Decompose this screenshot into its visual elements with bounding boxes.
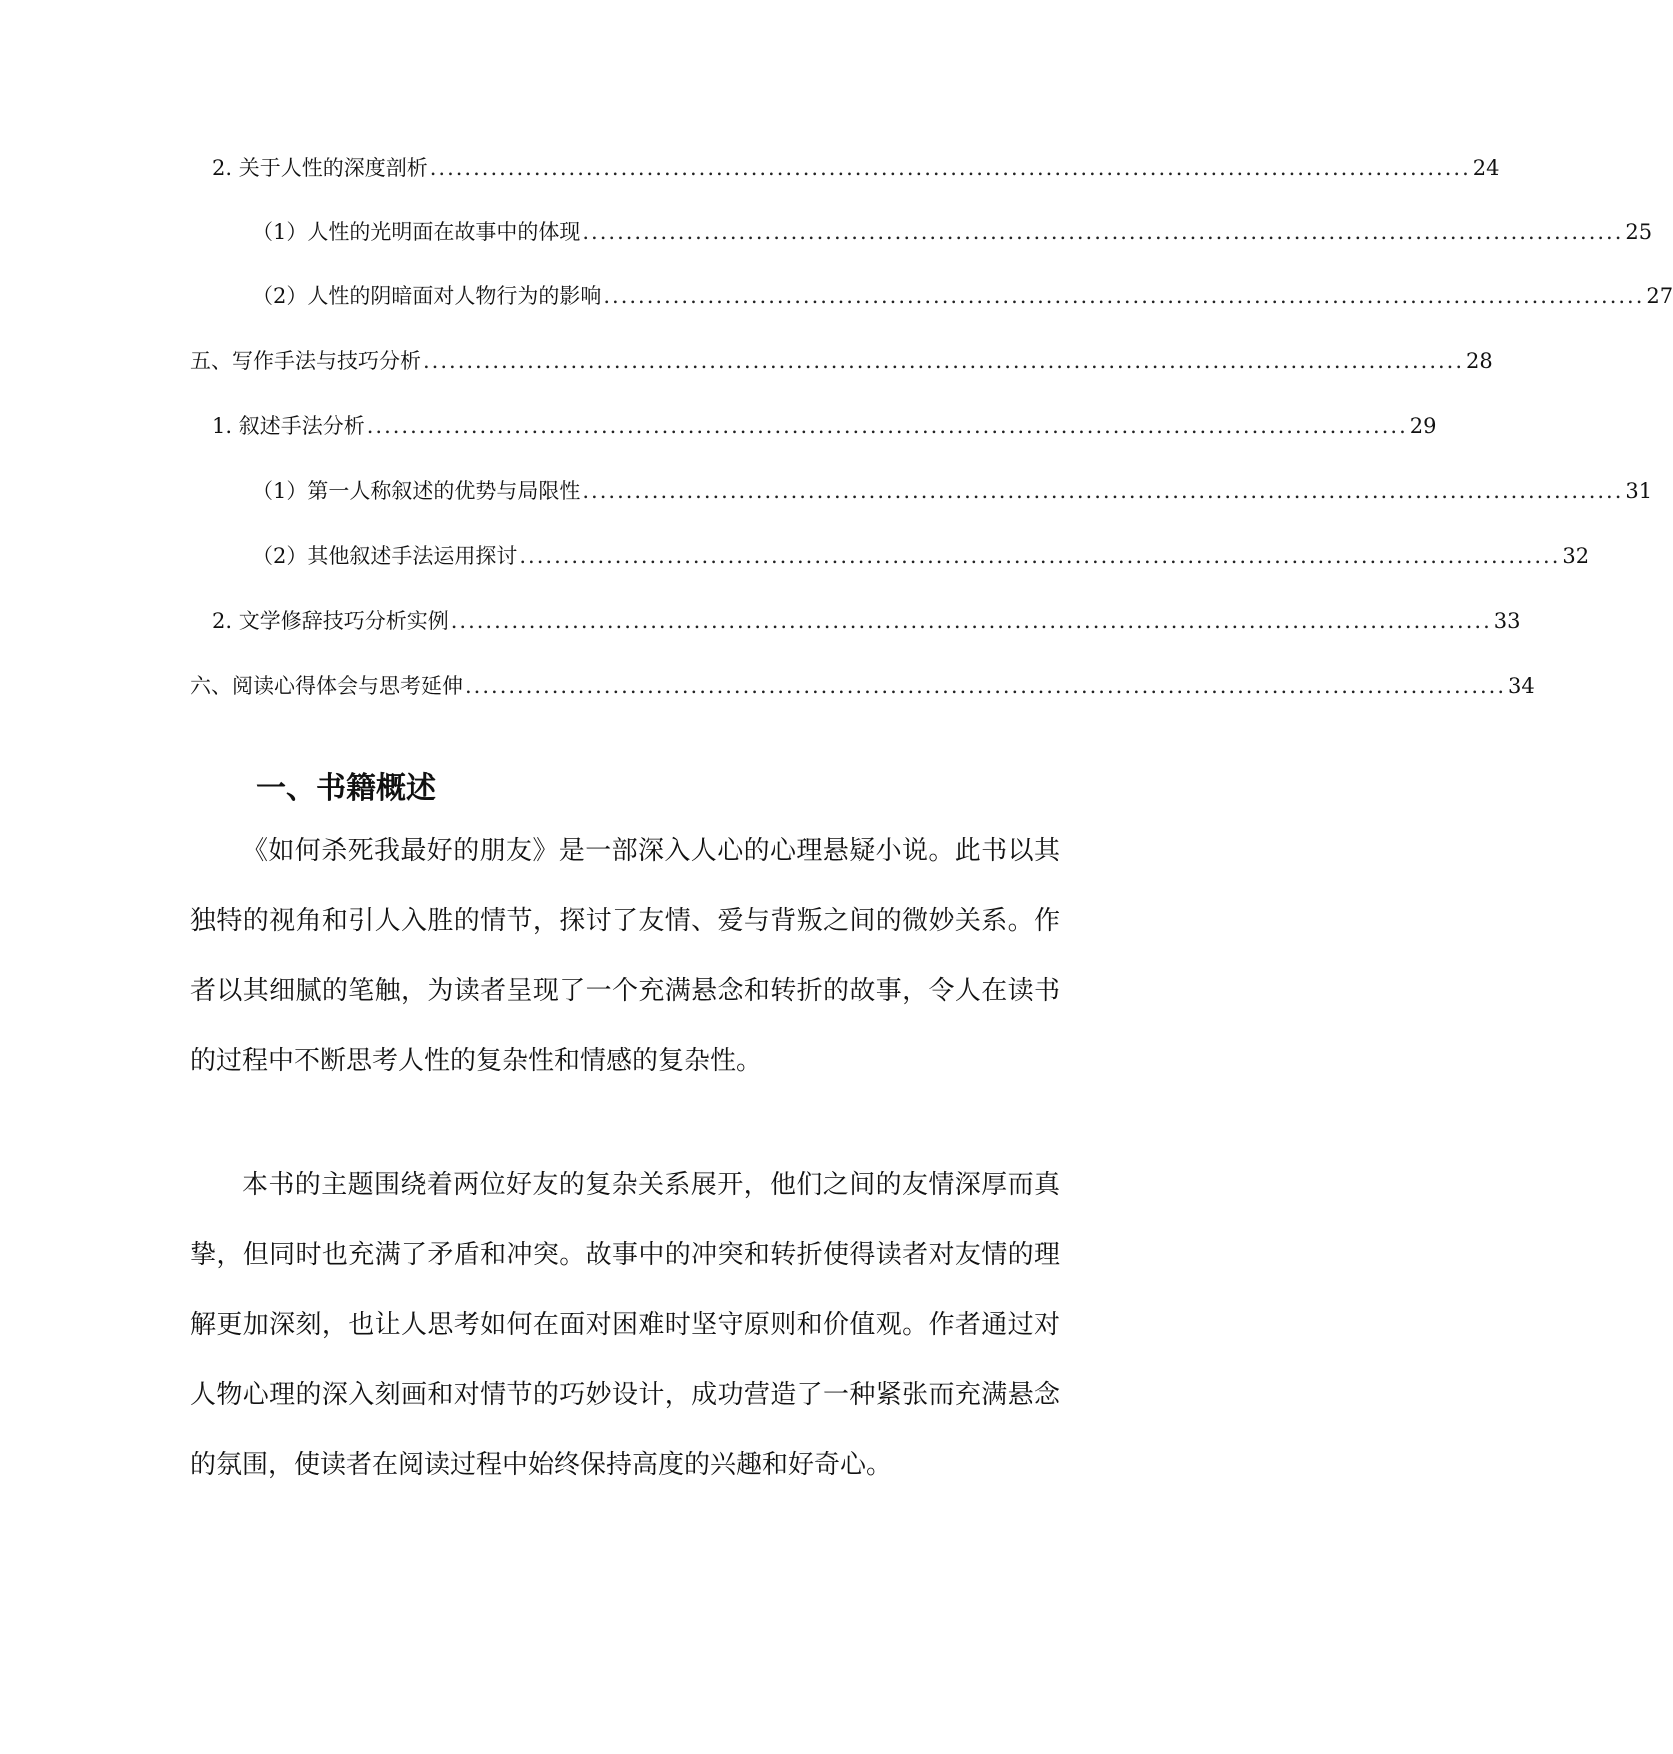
toc-entry[interactable] bbox=[252, 212, 1653, 252]
toc-entry-page: 33 bbox=[1493, 609, 1521, 633]
toc-entry-page: 34 bbox=[1508, 674, 1535, 698]
toc-entry-page: 25 bbox=[1625, 220, 1653, 244]
toc-dot-leader: ........................................................................................................................ bbox=[582, 220, 1624, 244]
toc-entry-label: （1）第一人称叙述的优势与局限性 bbox=[252, 479, 581, 503]
body-paragraph: 《如何杀死我最好的朋友》是一部深入人心的心理悬疑小说。此书以其独特的视角和引人入胜的情节，探讨了友情、爱与背叛之间的微妙关系。作者以其细腻的笔触，为读者呈现了一个充满悬念和转折的故事，令人在读书的过程中不断思考人性的复杂性和情感的复杂性。 bbox=[190, 836, 1060, 1076]
toc-entry[interactable] bbox=[252, 536, 1590, 576]
toc-dot-leader: ........................................................................................................................ bbox=[582, 479, 1624, 503]
toc-entry-label: 五、写作手法与技巧分析 bbox=[190, 349, 421, 373]
toc-entry-page: 28 bbox=[1466, 349, 1493, 373]
toc-entry-page: 31 bbox=[1625, 479, 1653, 503]
toc-entry-label: 2. 关于人性的深度剖析 bbox=[212, 156, 428, 180]
toc-entry-page: 24 bbox=[1472, 156, 1500, 180]
toc-entry-label: 六、阅读心得体会与思考延伸 bbox=[190, 674, 463, 698]
toc-entry-page: 29 bbox=[1409, 414, 1437, 438]
toc-entry[interactable] bbox=[212, 406, 1437, 446]
toc-entry[interactable] bbox=[212, 148, 1500, 188]
section-heading: 一、书籍概述 bbox=[256, 771, 436, 806]
toc-dot-leader: ........................................................................................................................ bbox=[603, 284, 1645, 308]
toc-entry-label: （2）人性的阴暗面对人物行为的影响 bbox=[252, 284, 602, 308]
toc-dot-leader: ........................................................................................................................ bbox=[429, 156, 1471, 180]
toc-dot-leader: ........................................................................................................................ bbox=[519, 544, 1561, 568]
toc-entry[interactable] bbox=[190, 666, 1535, 706]
toc-entry-page: 32 bbox=[1562, 544, 1590, 568]
toc-dot-leader: ........................................................................................................................ bbox=[450, 609, 1492, 633]
toc-dot-leader: ........................................................................................................................ bbox=[366, 414, 1408, 438]
toc-entry[interactable] bbox=[252, 471, 1653, 511]
toc-entry-label: 2. 文学修辞技巧分析实例 bbox=[212, 609, 449, 633]
toc-entry[interactable] bbox=[252, 276, 1673, 316]
toc-entry-label: （1）人性的光明面在故事中的体现 bbox=[252, 220, 581, 244]
toc-dot-leader: ........................................................................................................................ bbox=[465, 674, 1507, 698]
toc-entry-page: 27 bbox=[1646, 284, 1673, 308]
body-paragraph: 本书的主题围绕着两位好友的复杂关系展开，他们之间的友情深厚而真挚，但同时也充满了矛盾和冲突。故事中的冲突和转折使得读者对友情的理解更加深刻，也让人思考如何在面对困难时坚守原则和价值观。作者通过对人物心理的深入刻画和对情节的巧妙设计，成功营造了一种紧张而充满悬念的氛围，使读者在阅读过程中始终保持高度的兴趣和好奇心。 bbox=[190, 1170, 1060, 1480]
toc-entry[interactable] bbox=[190, 341, 1493, 381]
toc-entry-label: 1. 叙述手法分析 bbox=[212, 414, 365, 438]
toc-dot-leader: ........................................................................................................................ bbox=[423, 349, 1465, 373]
toc-entry[interactable] bbox=[212, 601, 1521, 641]
toc-entry-label: （2）其他叙述手法运用探讨 bbox=[252, 544, 518, 568]
